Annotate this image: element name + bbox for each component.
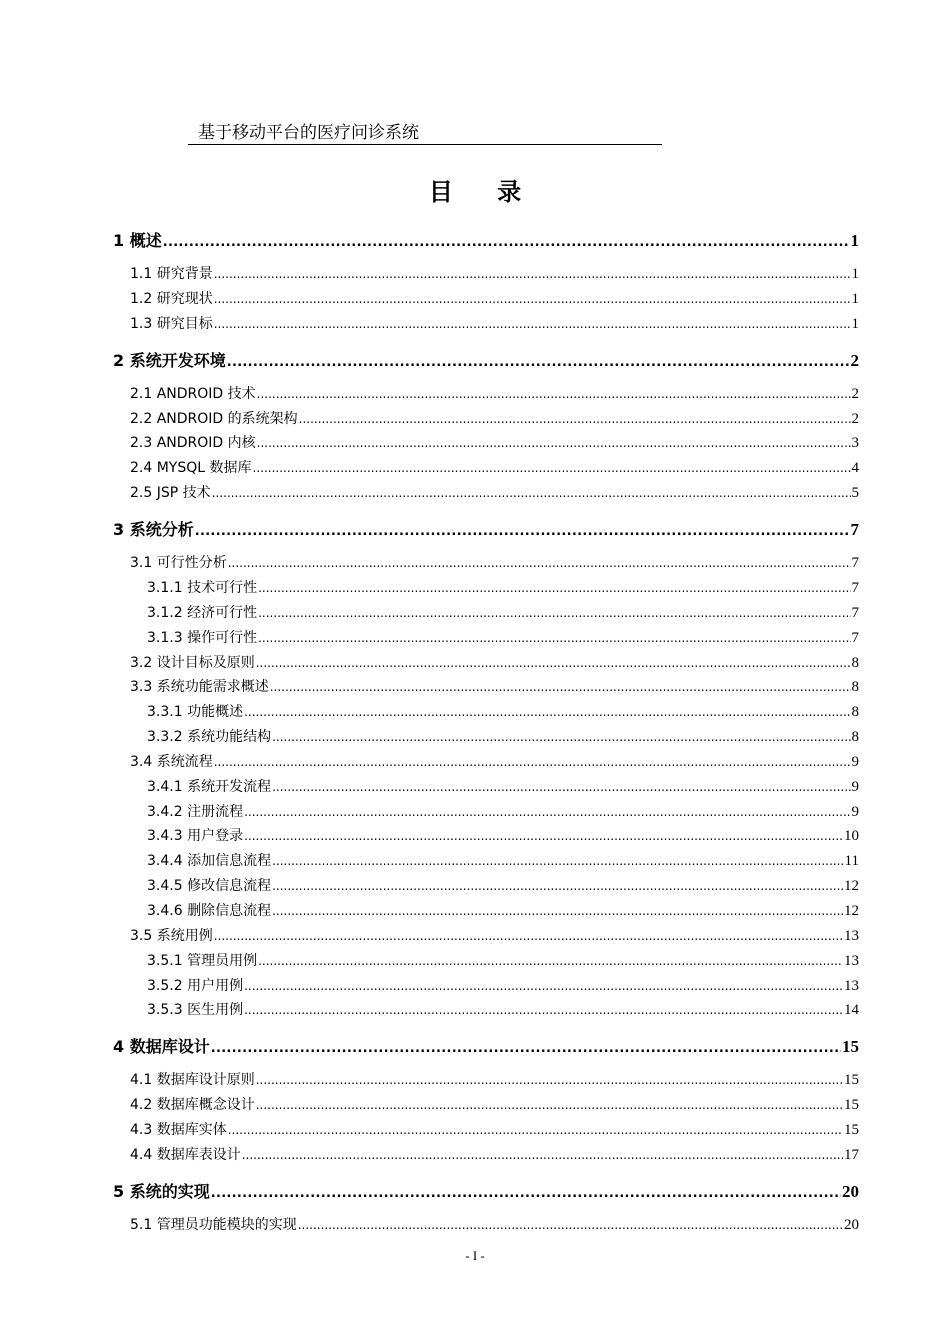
dot-leader [256,656,851,670]
toc-entry[interactable] [147,701,859,721]
dot-leader [272,730,850,744]
toc-entry-page: 1 [851,315,859,332]
toc-entry-label: 2 系统开发环境 [113,350,226,370]
toc-entry-label: 1 概述 [113,231,162,250]
toc-entry-label: 3.4.2 注册流程 [147,803,244,820]
toc-entry-page: 14 [844,1002,859,1019]
dot-leader [258,606,850,620]
toc-entry[interactable] [113,1179,859,1202]
toc-entry-label: 3.4.3 用户登录 [147,828,244,845]
toc-entry[interactable] [147,900,859,920]
toc-entry-page: 7 [851,604,859,621]
toc-entry[interactable] [147,950,859,970]
toc-entry-label: 4.1 数据库设计原则 [130,1072,255,1089]
toc-entry-page: 8 [851,679,859,696]
dot-leader [242,1148,843,1162]
toc-entry-page: 1 [851,266,859,282]
toc-entry[interactable] [147,850,859,870]
toc-entry-page: 7 [850,520,859,540]
toc-entry[interactable] [130,383,859,403]
toc-entry-label: 2.3 ANDROID 内核 [130,435,256,452]
toc-entry-page: 3 [851,435,859,452]
dot-leader [298,1218,843,1232]
toc-entry-page: 10 [844,828,859,845]
dot-leader [163,235,850,250]
toc-entry-page: 17 [844,1146,859,1163]
dot-leader [258,954,843,968]
toc-entry[interactable] [113,228,859,251]
dot-leader [227,355,850,370]
dot-leader [214,755,851,769]
toc-entry-label: 1.3 研究目标 [130,315,213,332]
toc-entry[interactable] [147,627,859,647]
toc-entry[interactable] [130,288,859,308]
toc-entry-label: 3.5.3 医生用例 [147,1002,244,1019]
toc-entry-label: 3.2 设计目标及原则 [130,654,255,671]
toc-entry-page: 7 [851,629,859,646]
dot-leader [195,524,850,539]
dot-leader [257,436,851,450]
toc-entry-label: 4.3 数据库实体 [130,1122,227,1139]
toc-entry[interactable] [130,552,859,572]
dot-leader [244,705,850,719]
toc-entry-page: 2 [851,385,859,402]
toc-entry-page: 13 [844,977,859,994]
toc-entry[interactable] [130,263,859,283]
toc-entry-label: 3 系统分析 [113,520,194,540]
dot-leader [214,929,843,943]
toc-entry-page: 7 [851,555,859,572]
toc-entry-page: 15 [844,1097,859,1114]
toc-entry[interactable] [130,676,859,696]
toc-entry-page: 8 [851,729,859,746]
toc-entry-page: 9 [851,803,859,820]
toc-entry-label: 3.1 可行性分析 [130,555,227,572]
toc-entry[interactable] [113,517,859,540]
toc-entry-page: 4 [851,460,859,477]
dot-leader [256,1098,843,1112]
toc-entry-label: 3.4.5 修改信息流程 [147,878,272,895]
toc-entry-label: 3.1.3 操作可行性 [147,629,258,646]
dot-leader [214,317,851,331]
toc-entry[interactable] [130,457,859,477]
dot-leader [228,1123,843,1137]
toc-entry[interactable] [130,925,859,945]
dot-leader [253,461,851,475]
toc-entry-page: 9 [851,778,859,795]
toc-entry-label: 2.4 MYSQL 数据库 [130,460,252,477]
toc-entry[interactable] [147,602,859,622]
dot-leader [299,412,851,426]
toc-entry-label: 3.5.2 用户用例 [147,977,244,994]
toc-entry-label: 3.1.1 技术可行性 [147,579,258,596]
toc-entry[interactable] [130,751,859,771]
toc-entry-page: 15 [842,1037,859,1057]
dot-leader [258,581,850,595]
toc-entry-page: 13 [844,952,859,969]
toc-entry-label: 5 系统的实现 [113,1181,210,1201]
dot-leader [272,854,843,868]
toc-entry-page: 20 [844,1216,859,1233]
dot-leader [244,1003,843,1017]
toc-entry-label: 3.4 系统流程 [130,753,213,770]
toc-entry-label: 1.2 研究现状 [130,290,213,307]
toc-entry-label: 3.4.1 系统开发流程 [147,778,272,795]
toc-entry[interactable] [147,999,859,1019]
toc-entry[interactable] [147,975,859,995]
toc-entry-label: 2.5 JSP 技术 [130,485,211,502]
dot-leader [272,780,850,794]
toc-entry[interactable] [130,432,859,452]
dot-leader [211,1186,841,1201]
toc-entry[interactable] [130,1094,859,1114]
toc-entry[interactable] [130,482,859,502]
dot-leader [256,1073,843,1087]
toc-entry-page: 9 [851,753,859,770]
toc-entry-label: 4 数据库设计 [113,1037,210,1057]
toc-entry-page: 2 [850,350,859,370]
toc-entry[interactable] [113,1034,859,1057]
dot-leader [214,292,851,306]
toc-entry-page: 13 [844,927,859,944]
toc-entry[interactable] [130,1144,859,1164]
dot-leader [244,805,850,819]
toc-entry-label: 4.2 数据库概念设计 [130,1097,255,1114]
toc-entry-page: 1 [850,231,859,250]
dot-leader [270,680,851,694]
toc-entry[interactable] [130,1119,859,1139]
toc-entry[interactable] [130,1069,859,1089]
toc-entry-label: 3.4.6 删除信息流程 [147,903,272,919]
toc-entry-page: 15 [844,1072,859,1089]
toc-entry-label: 3.4.4 添加信息流程 [147,853,272,870]
toc-entry[interactable] [130,313,859,333]
header-title: 基于移动平台的医疗问诊系统 [198,123,419,143]
toc-entry-label: 3.1.2 经济可行性 [147,604,258,621]
toc-entry-page: 5 [851,485,859,502]
page-number: - I - [465,1248,485,1263]
dot-leader [272,879,843,893]
toc-entry-page: 7 [851,579,859,596]
toc-entry-page: 8 [851,654,859,671]
toc-entry-label: 3.5.1 管理员用例 [147,952,258,969]
toc-entry[interactable] [147,726,859,746]
toc-entry-label: 5.1 管理员功能模块的实现 [130,1216,297,1233]
toc-entry-page: 8 [851,704,859,721]
toc-entry-page: 20 [842,1181,859,1201]
toc-entry-label: 3.3 系统功能需求概述 [130,679,269,696]
toc-entry[interactable] [113,348,859,371]
toc-entry-label: 3.3.1 功能概述 [147,704,244,721]
toc-entry-label: 2.2 ANDROID 的系统架构 [130,410,298,427]
dot-leader [244,979,843,993]
toc-entry-page: 12 [844,903,859,919]
dot-leader [228,556,851,570]
dot-leader [214,267,851,281]
toc-entry[interactable] [147,875,859,895]
dot-leader [258,631,850,645]
toc-entry[interactable] [147,801,859,821]
toc-entry-page: 12 [844,878,859,895]
toc-entry[interactable] [130,1214,859,1234]
dot-leader [257,387,851,401]
dot-leader [212,486,851,500]
toc-entry[interactable] [147,776,859,796]
dot-leader [272,904,843,918]
toc-entry[interactable] [147,825,859,845]
toc-entry-page: 2 [851,410,859,427]
toc-entry[interactable] [130,408,859,428]
toc-entry-label: 2.1 ANDROID 技术 [130,385,256,402]
toc-heading: 目 录 [428,178,540,206]
toc-entry-label: 4.4 数据库表设计 [130,1146,241,1163]
dot-leader [211,1041,841,1056]
toc-entry-label: 1.1 研究背景 [130,266,213,282]
toc-entry-label: 3.3.2 系统功能结构 [147,729,272,746]
dot-leader [244,829,843,843]
toc-entry-page: 11 [844,853,859,870]
toc-entry-page: 15 [844,1122,859,1139]
toc-entry[interactable] [147,577,859,597]
toc-entry-page: 1 [851,290,859,307]
toc-entry-label: 3.5 系统用例 [130,927,213,944]
toc-entry[interactable] [130,652,859,672]
